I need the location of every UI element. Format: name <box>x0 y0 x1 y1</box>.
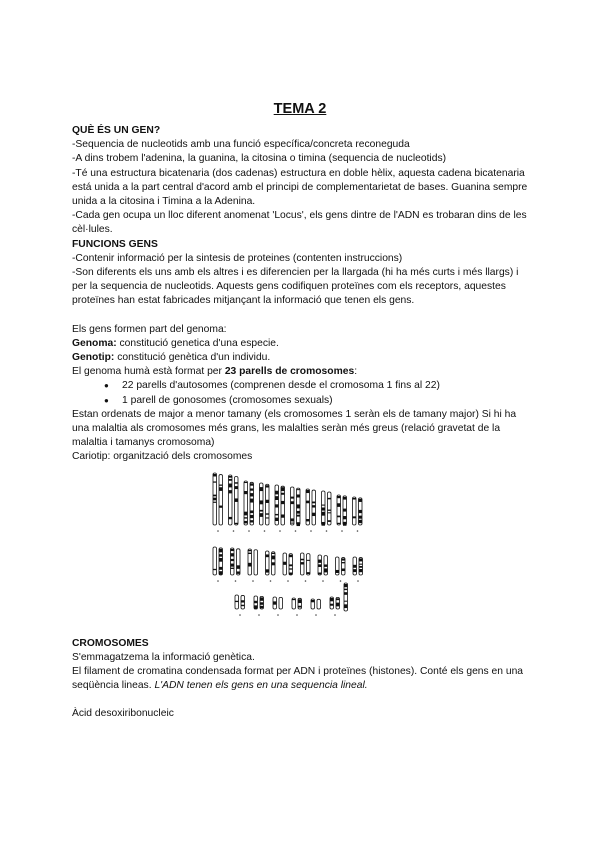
chromosome <box>279 597 283 609</box>
chromosome <box>359 557 363 574</box>
chromosome <box>353 497 357 525</box>
term-text: constitució genetica d'una especie. <box>116 337 279 349</box>
list-item: ● 22 parells d'autosomes (comprenen desde el cromosoma 1 fins al 22) <box>104 379 528 393</box>
chromosome <box>324 555 328 574</box>
chromosome-number-mark <box>270 580 272 582</box>
chromosome <box>231 548 235 575</box>
chromosome-number-mark <box>322 580 324 582</box>
chromosome <box>317 599 321 609</box>
bold-run: 23 parells de cromosomes <box>224 366 355 378</box>
text-run: El filament de cromatina condensada format per ADN i proteïnes (histones). Conté els gens en una seqüència lineas. <box>72 666 524 692</box>
chromosome-number-mark <box>248 530 250 532</box>
term-text: constitució genètica d'un individu. <box>114 352 271 364</box>
paragraph: -Té una estructura bicatenaria (dos cadenas) estructura en doble hèlix, aquesta cadena bicatenaria está unida a la part central d'acord amb el principi de complementarietat de bases. Guanina sempre unida a la citosina i Timina a la Adenina. <box>72 167 528 208</box>
chromosome <box>343 496 347 526</box>
chromosome <box>359 498 363 525</box>
chromosome-number-mark <box>233 530 235 532</box>
term-label: Genoma: <box>72 337 117 349</box>
chromosome-number-mark <box>252 580 254 582</box>
chromosome-number-mark <box>357 580 359 582</box>
chromosome-number-mark <box>296 614 298 616</box>
paragraph <box>72 365 528 379</box>
chromosome <box>336 597 340 609</box>
karyotype-image <box>210 471 380 623</box>
italic-run: L'ADN tenen els gens en una sequencia lineal. <box>154 680 368 692</box>
chromosome <box>213 473 217 525</box>
heading-funcions-gens: FUNCIONS GENS <box>72 238 158 250</box>
chromosome <box>311 599 315 609</box>
chromosome <box>306 489 310 525</box>
chromosome-number-mark <box>334 614 336 616</box>
chromosome <box>229 475 233 525</box>
definition-genoma <box>72 337 528 351</box>
chromosome <box>353 557 357 575</box>
chromosome-number-mark <box>235 580 237 582</box>
chromosome <box>254 549 258 574</box>
term-label: Genotip: <box>72 352 115 364</box>
chromosome <box>289 553 293 574</box>
chromosome <box>298 598 302 609</box>
chromosome <box>219 474 223 524</box>
chromosome <box>312 490 316 525</box>
chromosome-number-mark <box>239 614 241 616</box>
chromosome-number-mark <box>277 614 279 616</box>
chromosome <box>342 557 346 574</box>
chromosome <box>235 476 239 525</box>
chromosome-number-mark <box>305 580 307 582</box>
chromosome-number-mark <box>340 580 342 582</box>
chromosome-number-mark <box>217 580 219 582</box>
paragraph <box>72 665 528 693</box>
page-title: TEMA 2 <box>273 101 327 117</box>
chromosome <box>219 548 223 575</box>
chromosome-number-mark <box>326 530 328 532</box>
chromosome <box>336 557 340 575</box>
chromosome <box>330 597 334 609</box>
chromosome-number-mark <box>279 530 281 532</box>
chromosome-number-mark <box>341 530 343 532</box>
chromosome-number-mark <box>217 530 219 532</box>
bullet-list <box>72 379 528 407</box>
chromosome <box>244 481 248 525</box>
chromosome <box>272 551 276 574</box>
chromosome <box>281 486 285 525</box>
chromosome <box>322 491 326 526</box>
chromosome <box>291 487 295 525</box>
text-run: El genoma humà està format per <box>72 366 225 378</box>
chromosome <box>235 595 239 609</box>
chromosome <box>254 596 258 609</box>
paragraph: Els gens formen part del genoma: <box>72 323 227 335</box>
chromosome <box>283 553 287 575</box>
heading-que-es-un-gen: QUÈ ÉS UN GEN? <box>72 125 161 136</box>
chromosome-number-mark <box>287 580 289 582</box>
chromosome-number-mark <box>295 530 297 532</box>
chromosome <box>260 596 264 609</box>
chromosome <box>250 482 254 525</box>
paragraph: Cariotip: organització dels cromosomes <box>72 451 253 463</box>
chromosome <box>297 488 301 526</box>
list-item: ● 1 parell de gonosomes (cromosomes sexuals) <box>104 394 528 408</box>
chromosome-number-mark <box>264 530 266 532</box>
chromosome <box>318 555 322 575</box>
document-page <box>72 100 528 722</box>
chromosome-number-mark <box>315 614 317 616</box>
chromosome <box>241 595 245 609</box>
paragraph: -A dins trobem l'adenina, la guanina, la citosina o timina (sequencia de nucleotids) <box>72 153 447 165</box>
chromosome <box>248 549 252 575</box>
text-run: : <box>354 366 358 378</box>
heading-cromosomes: CROMOSOMES <box>72 637 149 649</box>
definition-genotip <box>72 351 528 365</box>
chromosome <box>260 483 264 525</box>
paragraph: -Son diferents els uns amb els altres i es diferencien per la llargada (hi ha més curts i més llargs) i per la sequencia de nucleotids. Aquests gens codifiquen proteïnes com els receptors, aquestes proteïnes han estat fabricades mitjançant la informació que tenen els gens. <box>72 267 519 307</box>
chromosome <box>328 492 332 525</box>
chromosome-number-mark <box>357 530 359 532</box>
paragraph: -Sequencia de nucleotids amb una funció específica/concreta reconeguda <box>72 139 410 151</box>
paragraph: Estan ordenats de major a menor tamany (els cromosomes 1 seràn els de tamany major) Si hi ha una malaltia als cromosomes més grans, les malalties seràn més greus (relació gravetat de la malaltia i tamanys cromosoma) <box>72 408 517 449</box>
paragraph: S'emmagatzema la informació genètica. <box>72 651 255 663</box>
chromosome <box>292 598 296 609</box>
chromosome <box>266 551 270 575</box>
chromosome-number-mark <box>258 614 260 616</box>
chromosome <box>275 485 279 525</box>
chromosome-number-mark <box>310 530 312 532</box>
chromosome <box>337 495 341 525</box>
paragraph: -Cada gen ocupa un lloc diferent anomenat 'Locus', els gens dintre de l'ADN es trobaran dins de les cèl·lules. <box>72 210 527 236</box>
chromosome <box>307 553 311 574</box>
chromosome <box>344 583 348 611</box>
chromosome <box>237 548 241 574</box>
paragraph: Àcid desoxiribonucleic <box>72 708 174 720</box>
chromosome <box>213 547 217 575</box>
paragraph: -Contenir informació per la sintesis de proteines (contenten instruccions) <box>72 252 403 264</box>
chromosome <box>301 553 305 575</box>
chromosome <box>273 597 277 609</box>
chromosome <box>266 484 270 525</box>
